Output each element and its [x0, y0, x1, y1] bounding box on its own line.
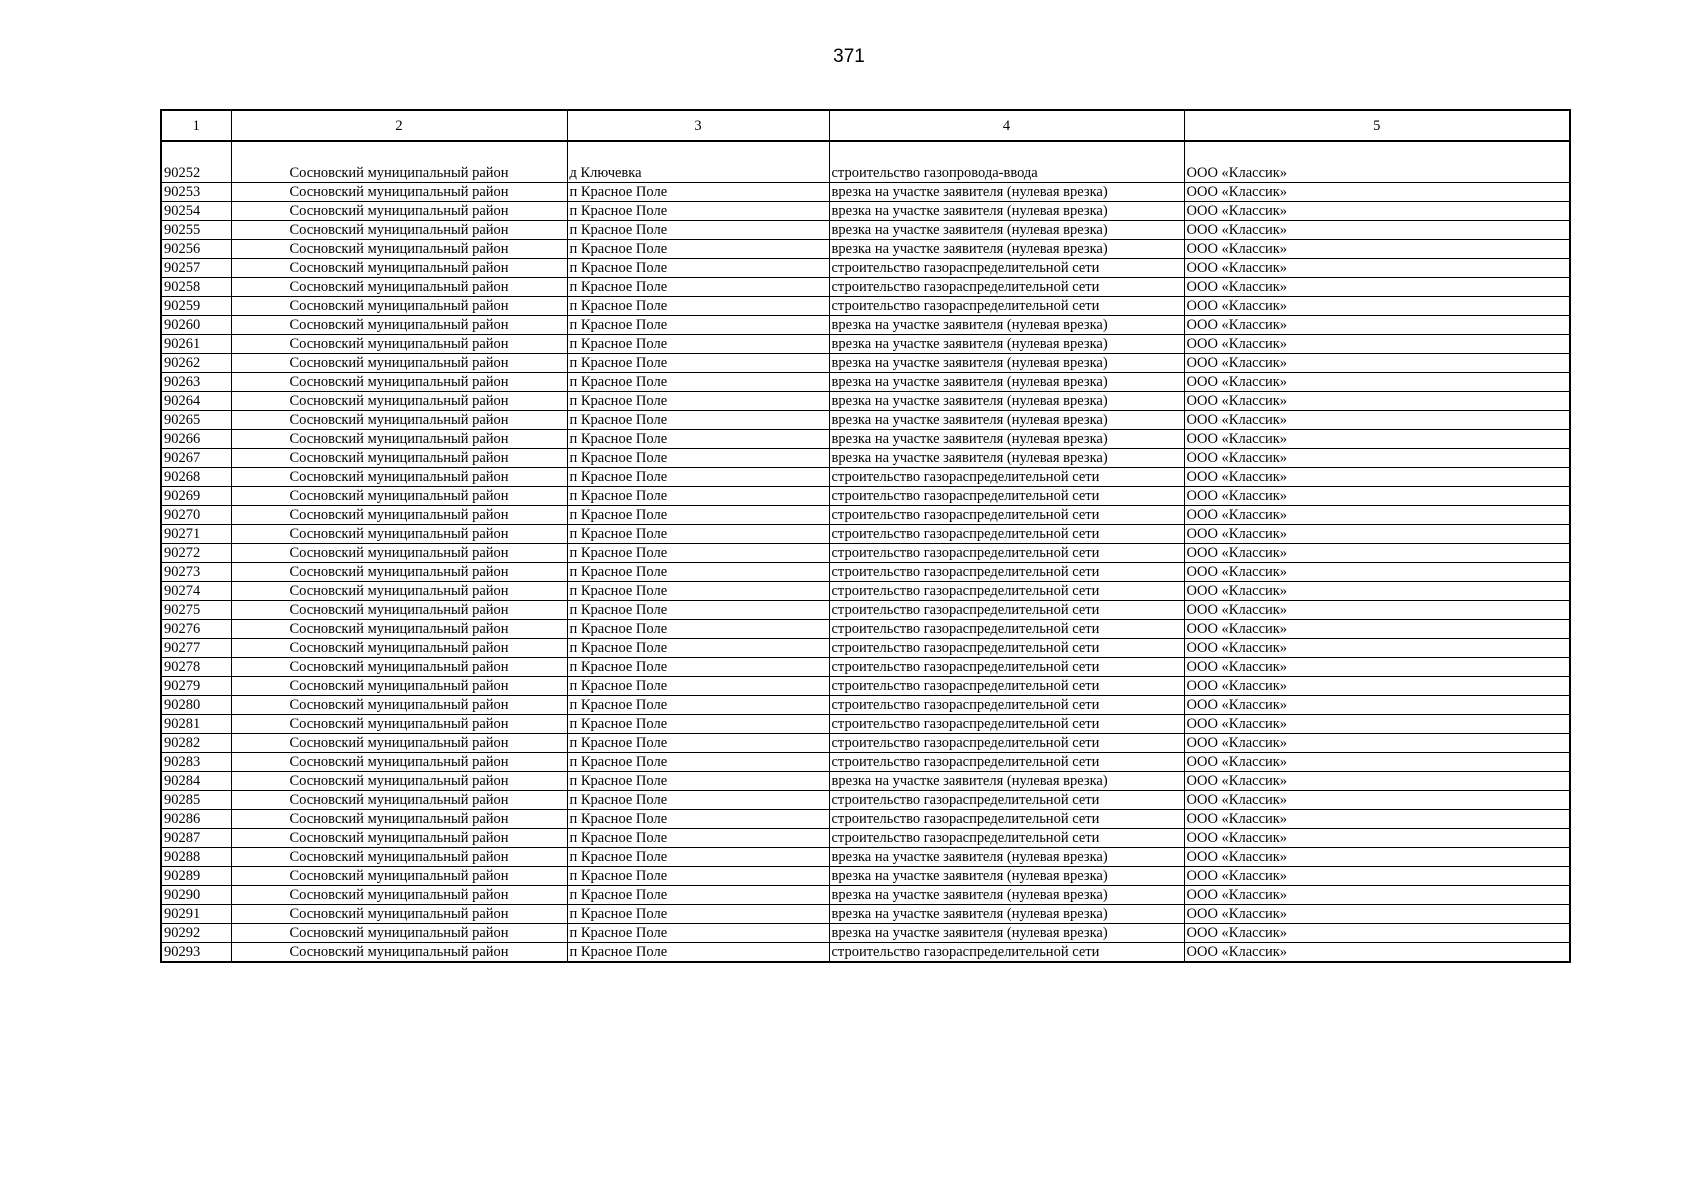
work-type-cell: строительство газораспределительной сети [829, 525, 1184, 544]
settlement-cell: п Красное Поле [567, 924, 829, 943]
work-type-cell: строительство газораспределительной сети [829, 468, 1184, 487]
table-row [161, 715, 1570, 734]
organization-cell: ООО «Классик» [1184, 867, 1570, 886]
table-row [161, 278, 1570, 297]
settlement-cell: п Красное Поле [567, 601, 829, 620]
table-row [161, 316, 1570, 335]
settlement-cell: п Красное Поле [567, 221, 829, 240]
settlement-cell: п Красное Поле [567, 335, 829, 354]
settlement-cell: п Красное Поле [567, 620, 829, 639]
organization-cell: ООО «Классик» [1184, 848, 1570, 867]
settlement-cell: п Красное Поле [567, 810, 829, 829]
table-body [161, 141, 1570, 962]
row-number-cell: 90276 [161, 620, 231, 639]
organization-cell: ООО «Классик» [1184, 658, 1570, 677]
table-row [161, 905, 1570, 924]
organization-cell: ООО «Классик» [1184, 411, 1570, 430]
row-number-cell: 90291 [161, 905, 231, 924]
row-number-cell: 90278 [161, 658, 231, 677]
row-number-cell: 90286 [161, 810, 231, 829]
table-row [161, 525, 1570, 544]
district-cell: Сосновский муниципальный район [231, 373, 567, 392]
work-type-cell: врезка на участке заявителя (нулевая врезка) [829, 848, 1184, 867]
table-row [161, 772, 1570, 791]
district-cell: Сосновский муниципальный район [231, 867, 567, 886]
column-header: 4 [829, 110, 1184, 141]
work-type-cell: строительство газораспределительной сети [829, 297, 1184, 316]
row-number-cell: 90266 [161, 430, 231, 449]
organization-cell: ООО «Классик» [1184, 506, 1570, 525]
table-row [161, 202, 1570, 221]
district-cell: Сосновский муниципальный район [231, 677, 567, 696]
work-type-cell: врезка на участке заявителя (нулевая врезка) [829, 867, 1184, 886]
row-number-cell: 90256 [161, 240, 231, 259]
work-type-cell: строительство газопровода-ввода [829, 141, 1184, 183]
settlement-cell: п Красное Поле [567, 278, 829, 297]
settlement-cell: п Красное Поле [567, 183, 829, 202]
settlement-cell: п Красное Поле [567, 772, 829, 791]
settlement-cell: п Красное Поле [567, 848, 829, 867]
organization-cell: ООО «Классик» [1184, 620, 1570, 639]
table-row [161, 259, 1570, 278]
row-number-cell: 90269 [161, 487, 231, 506]
organization-cell: ООО «Классик» [1184, 259, 1570, 278]
work-type-cell: врезка на участке заявителя (нулевая врезка) [829, 772, 1184, 791]
organization-cell: ООО «Классик» [1184, 601, 1570, 620]
row-number-cell: 90268 [161, 468, 231, 487]
row-number-cell: 90289 [161, 867, 231, 886]
table-row [161, 411, 1570, 430]
district-cell: Сосновский муниципальный район [231, 202, 567, 221]
table-row [161, 430, 1570, 449]
page-number: 371 [833, 46, 865, 67]
settlement-cell: п Красное Поле [567, 829, 829, 848]
table-row [161, 141, 1570, 183]
table-row [161, 829, 1570, 848]
table-row [161, 867, 1570, 886]
work-type-cell: строительство газораспределительной сети [829, 620, 1184, 639]
table-row [161, 582, 1570, 601]
row-number-cell: 90283 [161, 753, 231, 772]
organization-cell: ООО «Классик» [1184, 141, 1570, 183]
table-row [161, 544, 1570, 563]
table-row [161, 297, 1570, 316]
organization-cell: ООО «Классик» [1184, 810, 1570, 829]
organization-cell: ООО «Классик» [1184, 316, 1570, 335]
settlement-cell: п Красное Поле [567, 563, 829, 582]
row-number-cell: 90290 [161, 886, 231, 905]
row-number-cell: 90279 [161, 677, 231, 696]
work-type-cell: врезка на участке заявителя (нулевая врезка) [829, 924, 1184, 943]
district-cell: Сосновский муниципальный район [231, 335, 567, 354]
row-number-cell: 90252 [161, 141, 231, 183]
row-number-cell: 90293 [161, 943, 231, 963]
work-type-cell: врезка на участке заявителя (нулевая врезка) [829, 430, 1184, 449]
work-type-cell: строительство газораспределительной сети [829, 810, 1184, 829]
column-header: 5 [1184, 110, 1570, 141]
organization-cell: ООО «Классик» [1184, 696, 1570, 715]
row-number-cell: 90285 [161, 791, 231, 810]
settlement-cell: п Красное Поле [567, 715, 829, 734]
district-cell: Сосновский муниципальный район [231, 183, 567, 202]
table-row [161, 392, 1570, 411]
work-type-cell: строительство газораспределительной сети [829, 696, 1184, 715]
table-row [161, 924, 1570, 943]
row-number-cell: 90272 [161, 544, 231, 563]
organization-cell: ООО «Классик» [1184, 297, 1570, 316]
work-type-cell: строительство газораспределительной сети [829, 658, 1184, 677]
row-number-cell: 90284 [161, 772, 231, 791]
row-number-cell: 90263 [161, 373, 231, 392]
work-type-cell: строительство газораспределительной сети [829, 259, 1184, 278]
table-row [161, 506, 1570, 525]
table-row [161, 791, 1570, 810]
district-cell: Сосновский муниципальный район [231, 354, 567, 373]
column-header: 2 [231, 110, 567, 141]
district-cell: Сосновский муниципальный район [231, 582, 567, 601]
row-number-cell: 90274 [161, 582, 231, 601]
organization-cell: ООО «Классик» [1184, 221, 1570, 240]
settlement-cell: п Красное Поле [567, 430, 829, 449]
settlement-cell: п Красное Поле [567, 867, 829, 886]
organization-cell: ООО «Классик» [1184, 943, 1570, 963]
settlement-cell: п Красное Поле [567, 582, 829, 601]
organization-cell: ООО «Классик» [1184, 468, 1570, 487]
district-cell: Сосновский муниципальный район [231, 525, 567, 544]
district-cell: Сосновский муниципальный район [231, 297, 567, 316]
district-cell: Сосновский муниципальный район [231, 278, 567, 297]
district-cell: Сосновский муниципальный район [231, 696, 567, 715]
work-type-cell: врезка на участке заявителя (нулевая врезка) [829, 411, 1184, 430]
table-row [161, 810, 1570, 829]
organization-cell: ООО «Классик» [1184, 373, 1570, 392]
row-number-cell: 90258 [161, 278, 231, 297]
table-row [161, 449, 1570, 468]
row-number-cell: 90287 [161, 829, 231, 848]
district-cell: Сосновский муниципальный район [231, 221, 567, 240]
table-row [161, 335, 1570, 354]
district-cell: Сосновский муниципальный район [231, 563, 567, 582]
organization-cell: ООО «Классик» [1184, 487, 1570, 506]
district-cell: Сосновский муниципальный район [231, 601, 567, 620]
table-row [161, 183, 1570, 202]
row-number-cell: 90257 [161, 259, 231, 278]
row-number-cell: 90281 [161, 715, 231, 734]
settlement-cell: п Красное Поле [567, 468, 829, 487]
district-cell: Сосновский муниципальный район [231, 848, 567, 867]
settlement-cell: п Красное Поле [567, 525, 829, 544]
table-row [161, 240, 1570, 259]
row-number-cell: 90271 [161, 525, 231, 544]
table-row [161, 696, 1570, 715]
organization-cell: ООО «Классик» [1184, 544, 1570, 563]
organization-cell: ООО «Классик» [1184, 525, 1570, 544]
district-cell: Сосновский муниципальный район [231, 544, 567, 563]
settlement-cell: п Красное Поле [567, 297, 829, 316]
settlement-cell: п Красное Поле [567, 734, 829, 753]
settlement-cell: п Красное Поле [567, 658, 829, 677]
table-row [161, 886, 1570, 905]
district-cell: Сосновский муниципальный район [231, 810, 567, 829]
organization-cell: ООО «Классик» [1184, 449, 1570, 468]
settlement-cell: п Красное Поле [567, 696, 829, 715]
settlement-cell: п Красное Поле [567, 354, 829, 373]
row-number-cell: 90273 [161, 563, 231, 582]
settlement-cell: п Красное Поле [567, 677, 829, 696]
work-type-cell: строительство газораспределительной сети [829, 753, 1184, 772]
settlement-cell: п Красное Поле [567, 753, 829, 772]
district-cell: Сосновский муниципальный район [231, 715, 567, 734]
work-type-cell: строительство газораспределительной сети [829, 791, 1184, 810]
settlement-cell: п Красное Поле [567, 373, 829, 392]
district-cell: Сосновский муниципальный район [231, 772, 567, 791]
work-type-cell: врезка на участке заявителя (нулевая врезка) [829, 221, 1184, 240]
table-row [161, 354, 1570, 373]
organization-cell: ООО «Классик» [1184, 354, 1570, 373]
settlement-cell: п Красное Поле [567, 316, 829, 335]
district-cell: Сосновский муниципальный район [231, 506, 567, 525]
district-cell: Сосновский муниципальный район [231, 430, 567, 449]
settlement-cell: д Ключевка [567, 141, 829, 183]
settlement-cell: п Красное Поле [567, 259, 829, 278]
settlement-cell: п Красное Поле [567, 544, 829, 563]
district-cell: Сосновский муниципальный район [231, 449, 567, 468]
row-number-cell: 90259 [161, 297, 231, 316]
work-type-cell: врезка на участке заявителя (нулевая врезка) [829, 886, 1184, 905]
settlement-cell: п Красное Поле [567, 506, 829, 525]
row-number-cell: 90253 [161, 183, 231, 202]
district-cell: Сосновский муниципальный район [231, 658, 567, 677]
district-cell: Сосновский муниципальный район [231, 753, 567, 772]
settlement-cell: п Красное Поле [567, 791, 829, 810]
column-header: 3 [567, 110, 829, 141]
settlement-cell: п Красное Поле [567, 449, 829, 468]
work-type-cell: врезка на участке заявителя (нулевая врезка) [829, 183, 1184, 202]
settlement-cell: п Красное Поле [567, 886, 829, 905]
district-cell: Сосновский муниципальный район [231, 829, 567, 848]
table-row [161, 658, 1570, 677]
settlement-cell: п Красное Поле [567, 943, 829, 963]
district-cell: Сосновский муниципальный район [231, 620, 567, 639]
work-type-cell: строительство газораспределительной сети [829, 278, 1184, 297]
organization-cell: ООО «Классик» [1184, 772, 1570, 791]
organization-cell: ООО «Классик» [1184, 582, 1570, 601]
work-type-cell: врезка на участке заявителя (нулевая врезка) [829, 240, 1184, 259]
organization-cell: ООО «Классик» [1184, 924, 1570, 943]
work-type-cell: строительство газораспределительной сети [829, 563, 1184, 582]
organization-cell: ООО «Классик» [1184, 202, 1570, 221]
work-type-cell: строительство газораспределительной сети [829, 582, 1184, 601]
organization-cell: ООО «Классик» [1184, 278, 1570, 297]
district-cell: Сосновский муниципальный район [231, 639, 567, 658]
settlement-cell: п Красное Поле [567, 411, 829, 430]
district-cell: Сосновский муниципальный район [231, 316, 567, 335]
work-type-cell: врезка на участке заявителя (нулевая врезка) [829, 373, 1184, 392]
settlement-cell: п Красное Поле [567, 487, 829, 506]
table-row [161, 221, 1570, 240]
settlement-cell: п Красное Поле [567, 392, 829, 411]
row-number-cell: 90292 [161, 924, 231, 943]
table-row [161, 601, 1570, 620]
work-type-cell: строительство газораспределительной сети [829, 639, 1184, 658]
organization-cell: ООО «Классик» [1184, 183, 1570, 202]
district-cell: Сосновский муниципальный район [231, 392, 567, 411]
data-table [160, 109, 1571, 963]
district-cell: Сосновский муниципальный район [231, 487, 567, 506]
row-number-cell: 90267 [161, 449, 231, 468]
organization-cell: ООО «Классик» [1184, 734, 1570, 753]
work-type-cell: врезка на участке заявителя (нулевая врезка) [829, 905, 1184, 924]
district-cell: Сосновский муниципальный район [231, 791, 567, 810]
work-type-cell: строительство газораспределительной сети [829, 943, 1184, 963]
district-cell: Сосновский муниципальный район [231, 259, 567, 278]
row-number-cell: 90255 [161, 221, 231, 240]
organization-cell: ООО «Классик» [1184, 240, 1570, 259]
district-cell: Сосновский муниципальный район [231, 905, 567, 924]
row-number-cell: 90288 [161, 848, 231, 867]
work-type-cell: строительство газораспределительной сети [829, 677, 1184, 696]
organization-cell: ООО «Классик» [1184, 430, 1570, 449]
organization-cell: ООО «Классик» [1184, 791, 1570, 810]
district-cell: Сосновский муниципальный район [231, 240, 567, 259]
table-row [161, 468, 1570, 487]
work-type-cell: врезка на участке заявителя (нулевая врезка) [829, 316, 1184, 335]
table-row [161, 639, 1570, 658]
settlement-cell: п Красное Поле [567, 240, 829, 259]
settlement-cell: п Красное Поле [567, 202, 829, 221]
table-row [161, 373, 1570, 392]
organization-cell: ООО «Классик» [1184, 829, 1570, 848]
row-number-cell: 90262 [161, 354, 231, 373]
district-cell: Сосновский муниципальный район [231, 468, 567, 487]
row-number-cell: 90265 [161, 411, 231, 430]
district-cell: Сосновский муниципальный район [231, 924, 567, 943]
row-number-cell: 90270 [161, 506, 231, 525]
work-type-cell: строительство газораспределительной сети [829, 715, 1184, 734]
organization-cell: ООО «Классик» [1184, 392, 1570, 411]
work-type-cell: врезка на участке заявителя (нулевая врезка) [829, 449, 1184, 468]
table-row [161, 487, 1570, 506]
district-cell: Сосновский муниципальный район [231, 734, 567, 753]
district-cell: Сосновский муниципальный район [231, 943, 567, 963]
organization-cell: ООО «Классик» [1184, 886, 1570, 905]
table-row [161, 848, 1570, 867]
table-row [161, 677, 1570, 696]
settlement-cell: п Красное Поле [567, 905, 829, 924]
organization-cell: ООО «Классик» [1184, 905, 1570, 924]
row-number-cell: 90261 [161, 335, 231, 354]
table-row [161, 943, 1570, 963]
work-type-cell: строительство газораспределительной сети [829, 487, 1184, 506]
organization-cell: ООО «Классик» [1184, 563, 1570, 582]
settlement-cell: п Красное Поле [567, 639, 829, 658]
table-row [161, 753, 1570, 772]
work-type-cell: строительство газораспределительной сети [829, 506, 1184, 525]
column-header: 1 [161, 110, 231, 141]
district-cell: Сосновский муниципальный район [231, 141, 567, 183]
organization-cell: ООО «Классик» [1184, 639, 1570, 658]
row-number-cell: 90260 [161, 316, 231, 335]
work-type-cell: строительство газораспределительной сети [829, 544, 1184, 563]
table-header-row [161, 110, 1570, 141]
work-type-cell: строительство газораспределительной сети [829, 829, 1184, 848]
work-type-cell: врезка на участке заявителя (нулевая врезка) [829, 202, 1184, 221]
work-type-cell: строительство газораспределительной сети [829, 734, 1184, 753]
organization-cell: ООО «Классик» [1184, 753, 1570, 772]
row-number-cell: 90264 [161, 392, 231, 411]
row-number-cell: 90282 [161, 734, 231, 753]
table-row [161, 734, 1570, 753]
work-type-cell: строительство газораспределительной сети [829, 601, 1184, 620]
work-type-cell: врезка на участке заявителя (нулевая врезка) [829, 354, 1184, 373]
organization-cell: ООО «Классик» [1184, 677, 1570, 696]
district-cell: Сосновский муниципальный район [231, 411, 567, 430]
row-number-cell: 90280 [161, 696, 231, 715]
work-type-cell: врезка на участке заявителя (нулевая врезка) [829, 392, 1184, 411]
work-type-cell: врезка на участке заявителя (нулевая врезка) [829, 335, 1184, 354]
table-row [161, 563, 1570, 582]
row-number-cell: 90254 [161, 202, 231, 221]
organization-cell: ООО «Классик» [1184, 335, 1570, 354]
table-row [161, 620, 1570, 639]
organization-cell: ООО «Классик» [1184, 715, 1570, 734]
district-cell: Сосновский муниципальный район [231, 886, 567, 905]
row-number-cell: 90275 [161, 601, 231, 620]
row-number-cell: 90277 [161, 639, 231, 658]
